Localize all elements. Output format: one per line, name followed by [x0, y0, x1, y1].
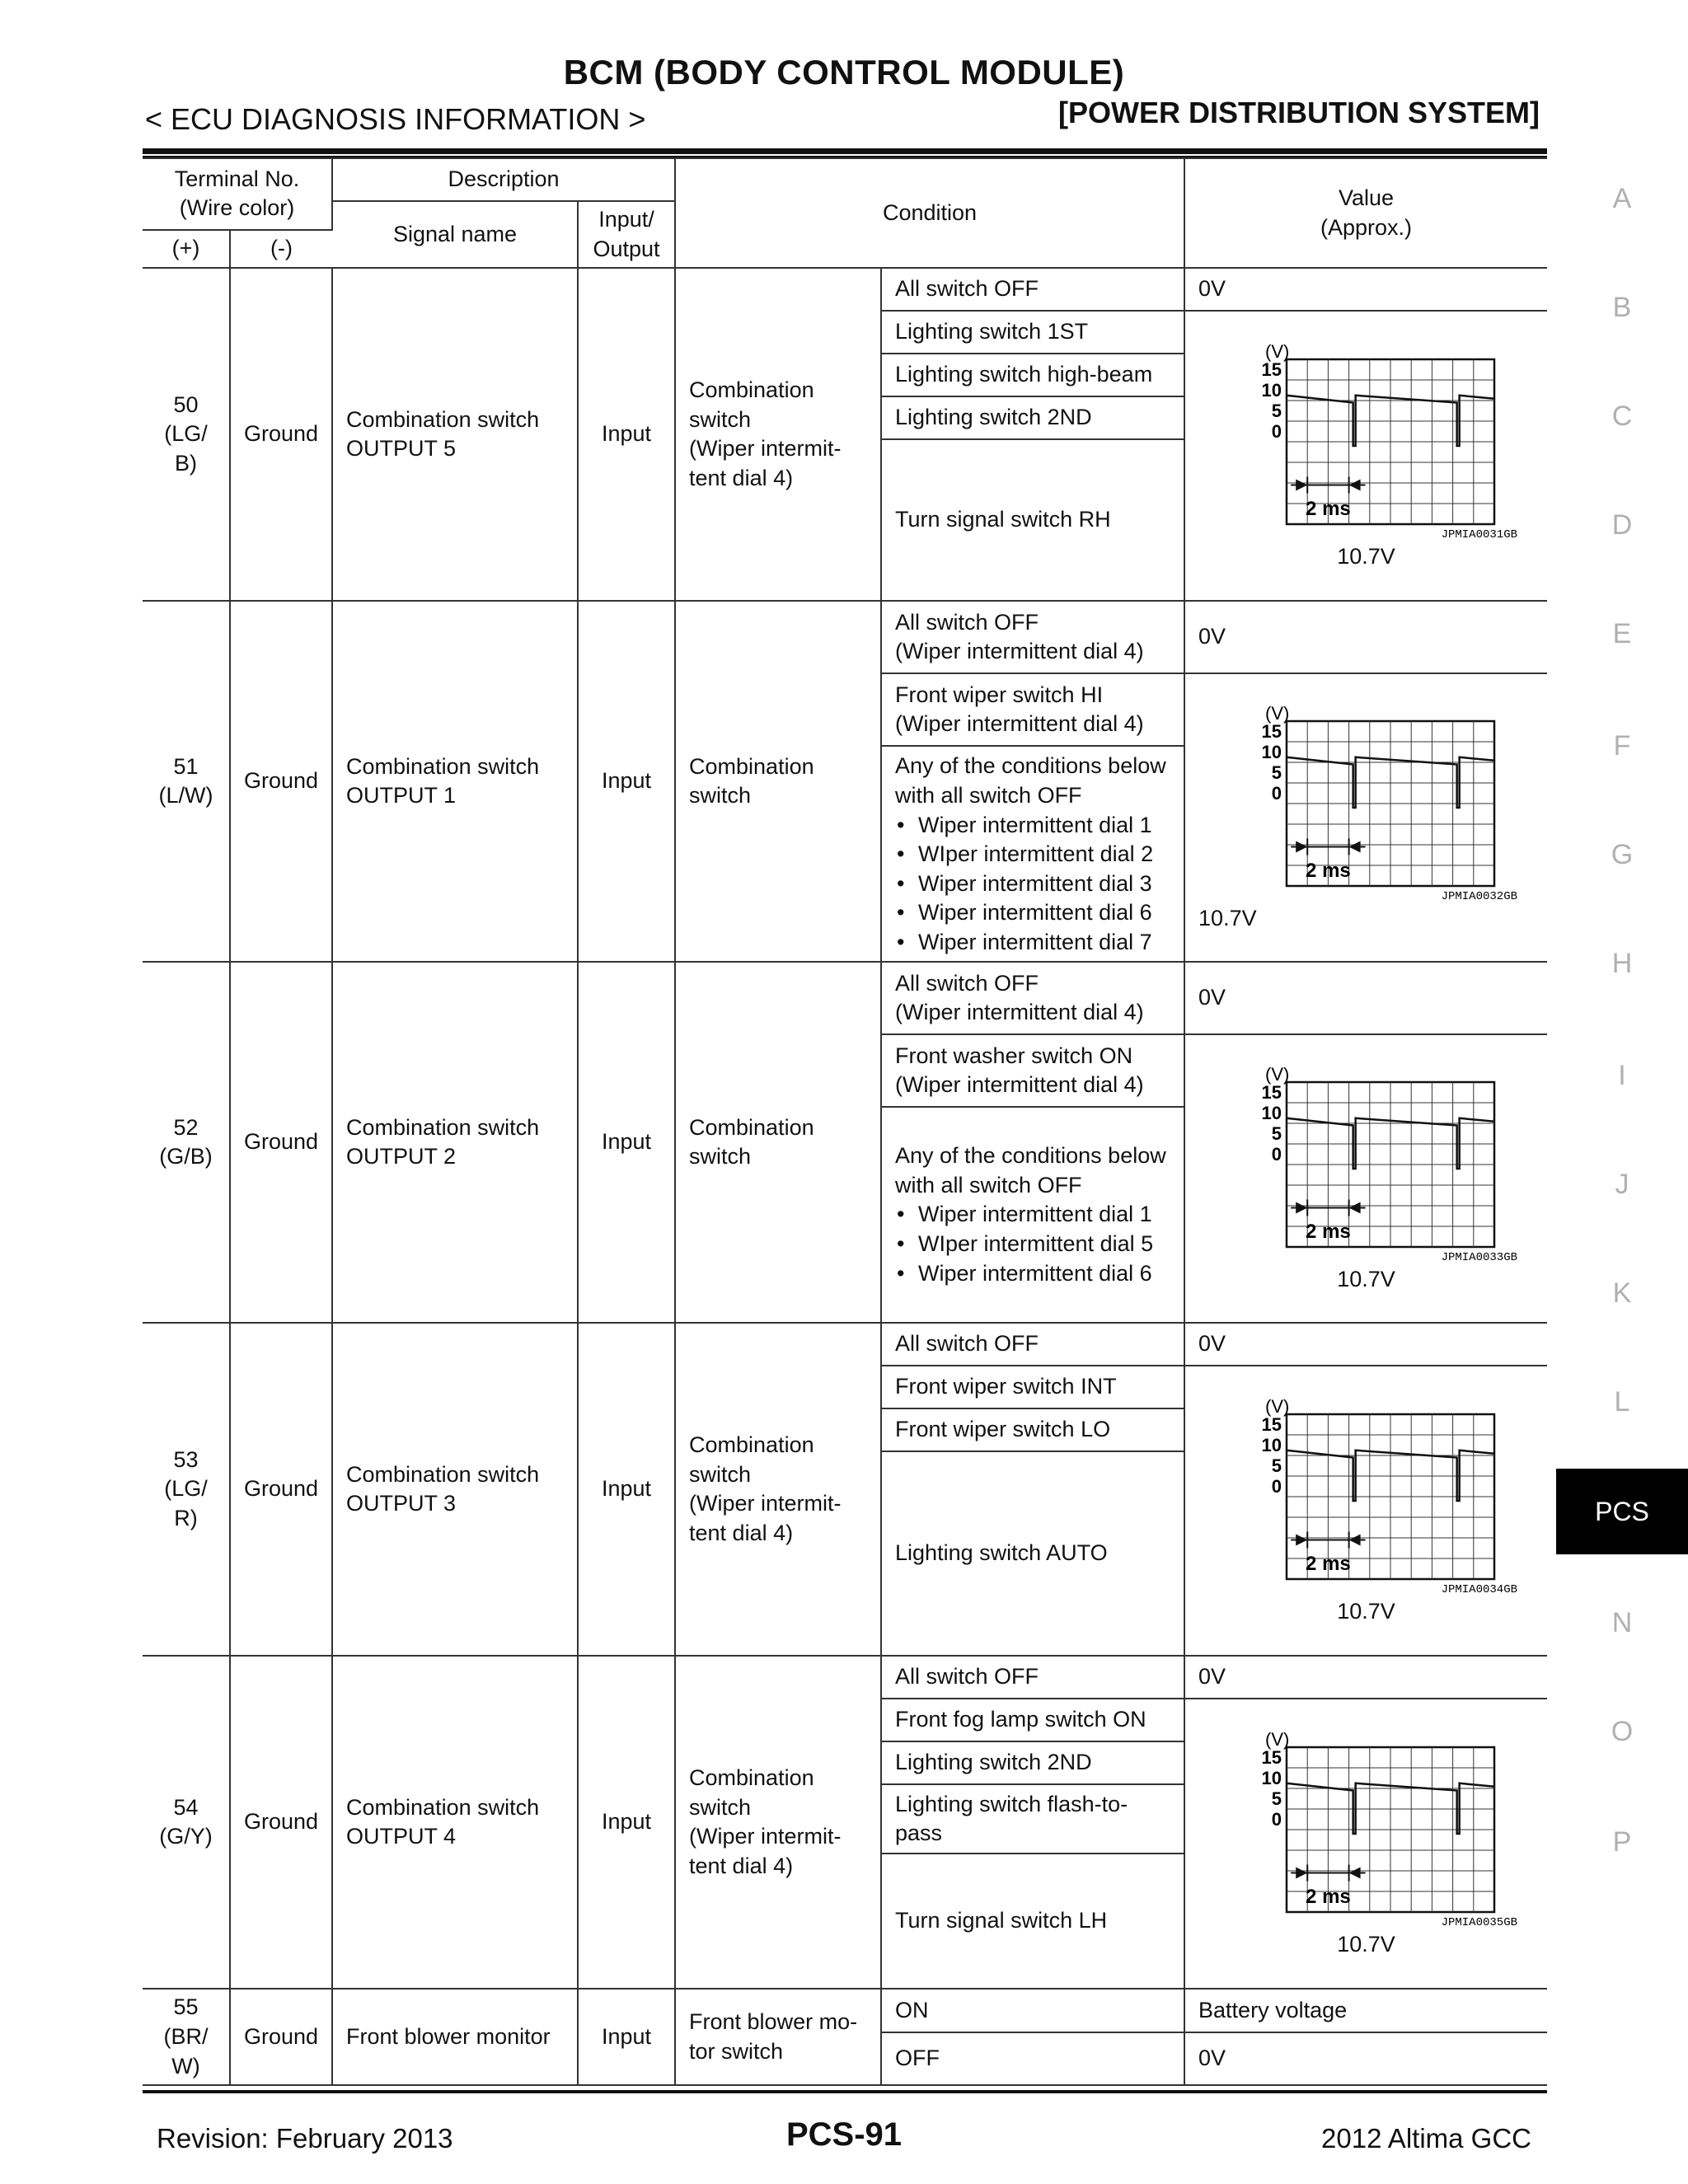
tab-f[interactable]: F: [1613, 730, 1631, 762]
description-header: Description: [332, 158, 675, 201]
tab-n[interactable]: N: [1611, 1607, 1633, 1638]
time-scale-label: 2 ms: [1305, 498, 1351, 521]
tick-label: 15: [1261, 1747, 1282, 1769]
waveform-graph: [1214, 1731, 1519, 1929]
tick-label: 0: [1271, 1809, 1282, 1830]
subcondition: Turn signal switch RH: [881, 439, 1184, 601]
unit-label: (V): [1264, 1066, 1289, 1085]
page-title: BCM (BODY CONTROL MODULE): [563, 53, 1125, 91]
minus-header: (-): [230, 230, 332, 269]
tick-label: 5: [1271, 762, 1282, 784]
terminal-cell: 54 (G/Y): [143, 1656, 230, 1989]
value-cell: Battery voltage: [1184, 1989, 1547, 2032]
waveform-value: 10.7V: [1198, 906, 1257, 931]
subcondition: Lighting switch 1ST: [881, 311, 1184, 354]
ground-cell: Ground: [230, 1323, 332, 1656]
condition-header: Condition: [675, 158, 1184, 268]
value-cell: 0V: [1184, 268, 1547, 311]
table-row: [143, 962, 1547, 1034]
vehicle-model: 2012 Altima GCC: [1321, 2123, 1531, 2154]
terminal-cell: 53 (LG/ R): [143, 1323, 230, 1656]
value-cell: 0V: [1184, 1323, 1547, 1366]
tick-label: 5: [1271, 1123, 1282, 1145]
figure-code: JPMIA0034GB: [1441, 1583, 1517, 1596]
terminal-table: [143, 157, 1547, 2086]
subcondition: Front wiper switch LO: [881, 1408, 1184, 1451]
subcondition: All switch OFF (Wiper intermittent dial 4): [881, 962, 1184, 1034]
tick-label: 0: [1271, 421, 1282, 443]
revision-date: Revision: February 2013: [157, 2123, 453, 2154]
unit-label: (V): [1264, 1398, 1289, 1418]
list-item: • WIper intermittent dial 5: [895, 1230, 1170, 1259]
tab-b[interactable]: B: [1612, 292, 1632, 323]
figure-code: JPMIA0035GB: [1441, 1916, 1517, 1929]
waveform-cell: [1184, 1034, 1547, 1323]
tick-label: 10: [1261, 380, 1282, 401]
subcondition: OFF: [881, 2032, 1184, 2085]
subcondition: Turn signal switch LH: [881, 1854, 1184, 1989]
ground-cell: Ground: [230, 268, 332, 601]
table-row: [143, 1989, 1547, 2032]
unit-label: (V): [1264, 1731, 1289, 1750]
subcondition: Lighting switch AUTO: [881, 1451, 1184, 1656]
list-item: • Wiper intermittent dial 7: [895, 928, 1170, 958]
tick-label: 15: [1261, 359, 1282, 381]
list-item: • Wiper intermittent dial 6: [895, 1259, 1170, 1289]
unit-label: (V): [1264, 343, 1289, 363]
tab-p[interactable]: P: [1612, 1826, 1632, 1858]
subcondition: All switch OFF: [881, 1323, 1184, 1366]
io-header: Input/ Output: [578, 201, 675, 268]
terminal-cell: 50 (LG/ B): [143, 268, 230, 601]
subcondition: Lighting switch 2ND: [881, 1741, 1184, 1784]
waveform-cell: [1184, 1366, 1547, 1656]
bottom-rule: [143, 2090, 1547, 2093]
figure-code: JPMIA0031GB: [1441, 528, 1517, 541]
terminal-cell: 52 (G/B): [143, 962, 230, 1323]
tick-label: 15: [1261, 1082, 1282, 1104]
terminal-cell: 55 (BR/ W): [143, 1989, 230, 2085]
waveform-cell: [1184, 311, 1547, 601]
table-row: [143, 268, 1547, 311]
ground-cell: Ground: [230, 1656, 332, 1989]
waveform-value: 10.7V: [1337, 1267, 1395, 1292]
io-cell: Input: [578, 1989, 675, 2085]
subcondition: Front fog lamp switch ON: [881, 1699, 1184, 1741]
subcondition: Any of the conditions below with all switch OFF • Wiper intermittent dial 1 • WIper intermittent dial 5 • Wiper intermittent dial 6: [881, 1107, 1184, 1323]
tick-label: 10: [1261, 742, 1282, 763]
table-row: [143, 1323, 1547, 1366]
value-cell: 0V: [1184, 601, 1547, 673]
signal-cell: Combination switch OUTPUT 2: [332, 962, 578, 1323]
subcondition: Front wiper switch INT: [881, 1366, 1184, 1408]
time-scale-label: 2 ms: [1305, 1553, 1351, 1576]
waveform-graph: [1214, 1398, 1519, 1596]
signal-cell: Front blower monitor: [332, 1989, 578, 2085]
value-cell: 0V: [1184, 2032, 1547, 2085]
condition-cell: Combination switch: [675, 601, 881, 962]
waveform-graph: [1214, 343, 1519, 541]
subcondition: Any of the conditions below with all switch OFF • Wiper intermittent dial 1 • WIper intermittent dial 2 • Wiper intermittent dial 3 • Wiper intermittent dial 6 • Wiper intermittent dial 7: [881, 746, 1184, 962]
value-header: Value (Approx.): [1184, 158, 1547, 268]
ground-cell: Ground: [230, 962, 332, 1323]
condition-cell: Combination switch: [675, 962, 881, 1323]
io-cell: Input: [578, 268, 675, 601]
tab-j[interactable]: J: [1615, 1169, 1629, 1200]
io-cell: Input: [578, 601, 675, 962]
tab-h[interactable]: H: [1611, 948, 1633, 979]
table-row: [143, 1656, 1547, 1699]
value-cell: 0V: [1184, 1656, 1547, 1699]
io-cell: Input: [578, 962, 675, 1323]
tick-label: 10: [1261, 1103, 1282, 1124]
signal-cell: Combination switch OUTPUT 5: [332, 268, 578, 601]
tick-label: 15: [1261, 1414, 1282, 1436]
condition-cell: Combination switch (Wiper intermit- tent dial 4): [675, 268, 881, 601]
tick-label: 10: [1261, 1435, 1282, 1456]
subcondition: Lighting switch 2ND: [881, 396, 1184, 439]
terminal-header: Terminal No. (Wire color): [143, 158, 332, 230]
condition-cell: Combination switch (Wiper intermit- tent dial 4): [675, 1323, 881, 1656]
subcondition: Lighting switch high-beam: [881, 354, 1184, 396]
subcondition: Front washer switch ON (Wiper intermittent dial 4): [881, 1034, 1184, 1107]
figure-code: JPMIA0032GB: [1441, 890, 1517, 903]
time-scale-label: 2 ms: [1305, 1221, 1351, 1244]
system-heading: [POWER DISTRIBUTION SYSTEM]: [1058, 96, 1540, 129]
ground-cell: Ground: [230, 1989, 332, 2085]
waveform-graph: [1214, 1066, 1519, 1263]
signal-cell: Combination switch OUTPUT 1: [332, 601, 578, 962]
tab-e[interactable]: E: [1612, 618, 1632, 649]
terminal-cell: 51 (L/W): [143, 601, 230, 962]
tick-label: 0: [1271, 1476, 1282, 1497]
section-heading: < ECU DIAGNOSIS INFORMATION >: [145, 102, 646, 136]
tick-label: 5: [1271, 1788, 1282, 1810]
tab-d[interactable]: D: [1611, 509, 1633, 541]
subcondition: Lighting switch flash-to- pass: [881, 1784, 1184, 1854]
tick-label: 5: [1271, 1455, 1282, 1477]
tab-g[interactable]: G: [1611, 839, 1634, 870]
plus-header: (+): [143, 230, 230, 269]
subcondition: All switch OFF: [881, 1656, 1184, 1699]
tick-label: 15: [1261, 721, 1282, 743]
subcondition: All switch OFF (Wiper intermittent dial 4): [881, 601, 1184, 673]
tab-k[interactable]: K: [1612, 1277, 1632, 1309]
list-item: • Wiper intermittent dial 1: [895, 1200, 1170, 1230]
tab-pcs[interactable]: PCS: [1556, 1469, 1688, 1554]
signal-cell: Combination switch OUTPUT 3: [332, 1323, 578, 1656]
ground-cell: Ground: [230, 601, 332, 962]
signal-cell: Combination switch OUTPUT 4: [332, 1656, 578, 1989]
io-cell: Input: [578, 1323, 675, 1656]
list-item: • Wiper intermittent dial 6: [895, 898, 1170, 928]
condition-cell: Front blower mo- tor switch: [675, 1989, 881, 2085]
waveform-cell: [1184, 1699, 1547, 1989]
io-cell: Input: [578, 1656, 675, 1989]
list-item: • Wiper intermittent dial 1: [895, 811, 1170, 841]
tab-a[interactable]: A: [1612, 183, 1632, 214]
figure-code: JPMIA0033GB: [1441, 1251, 1517, 1264]
waveform-value: 10.7V: [1337, 1932, 1395, 1957]
list-item: • Wiper intermittent dial 3: [895, 869, 1170, 899]
unit-label: (V): [1264, 705, 1289, 724]
list-item: • WIper intermittent dial 2: [895, 840, 1170, 869]
tick-label: 5: [1271, 401, 1282, 422]
waveform-value: 10.7V: [1337, 544, 1395, 569]
signal-name-header: Signal name: [332, 201, 578, 268]
tick-label: 0: [1271, 783, 1282, 804]
waveform-graph: [1214, 705, 1519, 902]
page-number: PCS-91: [785, 2116, 903, 2153]
subcondition: Front wiper switch HI (Wiper intermittent dial 4): [881, 673, 1184, 746]
tab-c[interactable]: C: [1611, 401, 1633, 432]
value-cell: 0V: [1184, 962, 1547, 1034]
condition-cell: Combination switch (Wiper intermit- tent dial 4): [675, 1656, 881, 1989]
time-scale-label: 2 ms: [1305, 1886, 1351, 1909]
tab-l[interactable]: L: [1614, 1386, 1630, 1418]
waveform-value: 10.7V: [1337, 1599, 1395, 1624]
subcondition: All switch OFF: [881, 268, 1184, 311]
subcondition: ON: [881, 1989, 1184, 2032]
table-row: [143, 601, 1547, 673]
tick-label: 0: [1271, 1144, 1282, 1165]
tab-i[interactable]: I: [1618, 1060, 1626, 1091]
tick-label: 10: [1261, 1768, 1282, 1789]
top-rule: [143, 148, 1547, 154]
time-scale-label: 2 ms: [1305, 860, 1351, 883]
tab-o[interactable]: O: [1611, 1716, 1634, 1747]
waveform-cell: [1184, 673, 1547, 962]
